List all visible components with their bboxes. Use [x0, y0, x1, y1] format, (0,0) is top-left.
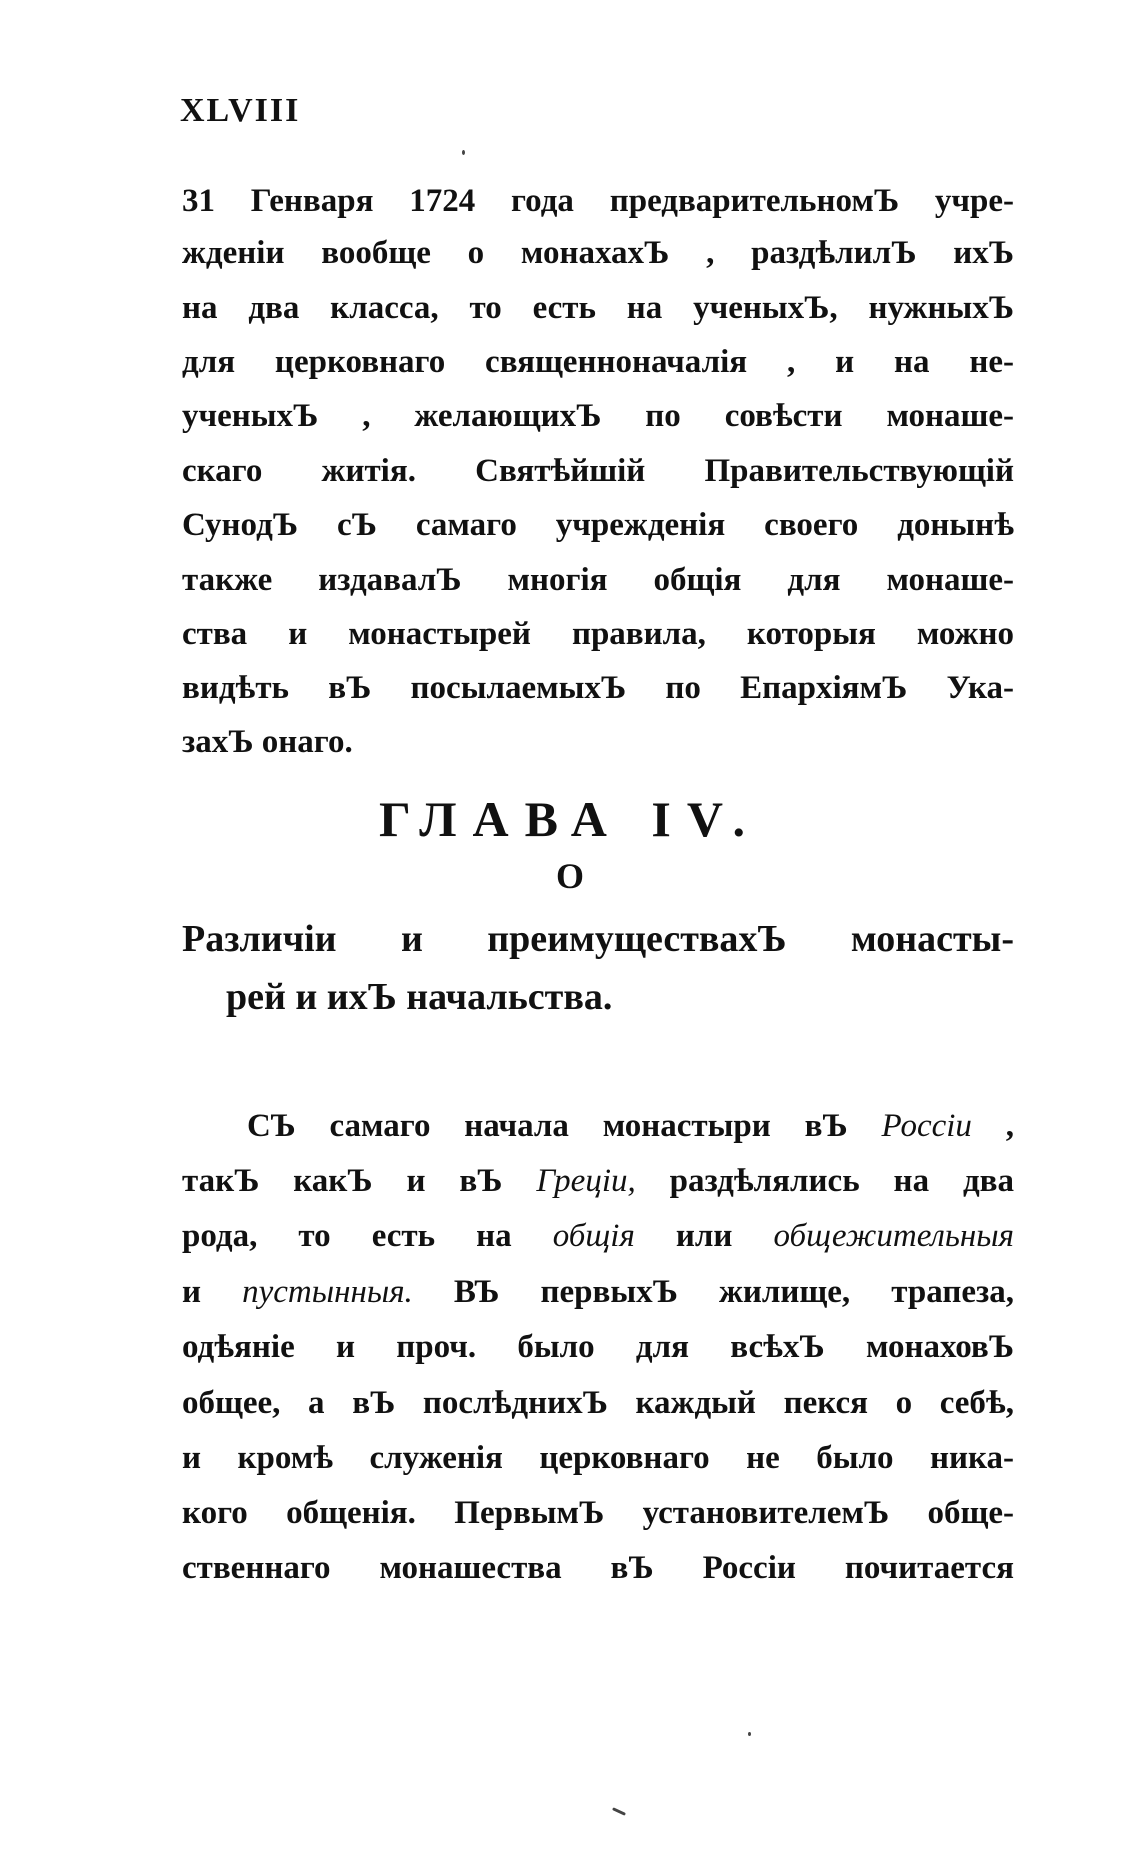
- text-span: ,: [971, 1108, 1014, 1144]
- italic-text: пустынныя.: [242, 1274, 413, 1310]
- text-span: и: [182, 1274, 243, 1310]
- text-span: или: [634, 1218, 774, 1254]
- text-line: и кромѣ служенія церковнаго не было ника-: [182, 1440, 1014, 1476]
- italic-text: Греціи,: [536, 1163, 636, 1199]
- text-line: захЪ онаго.: [182, 724, 353, 760]
- text-line: видѣть вЪ посылаемыхЪ по ЕпархіямЪ Ука-: [182, 670, 1014, 706]
- text-line: для церковнаго священноначалія , и на не-: [182, 344, 1014, 380]
- text-span: СЪ самаго начала монастыри вЪ: [247, 1108, 882, 1144]
- italic-text: общежительныя: [773, 1218, 1014, 1254]
- text-line: жденіи вообще о монахахЪ , раздѣлилЪ ихЪ: [182, 235, 1014, 271]
- text-line: кого общенія. ПервымЪ установителемЪ обще-: [182, 1495, 1014, 1531]
- scan-speck: [748, 1732, 751, 1736]
- text-line: ученыхЪ , желающихЪ по совѣсти монаше-: [182, 398, 1014, 434]
- text-line: общее, а вЪ послѣднихЪ каждый пекся о себѣ,: [182, 1385, 1014, 1421]
- text-line: СунодЪ сЪ самаго учрежденія своего донынѣ: [182, 507, 1014, 543]
- text-line: 31 Генваря 1724 года предварительномЪ учре-: [182, 183, 1014, 219]
- text-line: ственнаго монашества вЪ Россіи почитается: [182, 1550, 1014, 1586]
- text-line: на два класса, то есть на ученыхЪ, нужныхЪ: [182, 290, 1014, 326]
- text-span: такЪ какЪ и вЪ: [182, 1163, 537, 1199]
- chapter-subtitle-line: рей и ихЪ начальства.: [226, 976, 613, 1018]
- text-line: [182, 1220, 1014, 1253]
- scan-speck: [612, 1807, 626, 1816]
- italic-text: общія: [552, 1218, 635, 1254]
- page-number: XLVIII: [180, 92, 301, 129]
- text-line: [247, 1110, 1014, 1143]
- text-span: ВЪ первыхЪ жилище, трапеза,: [412, 1274, 1014, 1310]
- text-line: скаго житія. Святѣйшій Правительствующій: [182, 453, 1014, 489]
- text-span: рода, то есть на: [182, 1218, 553, 1254]
- chapter-preposition: О: [555, 856, 584, 896]
- text-line: [182, 1276, 1014, 1309]
- text-line: ства и монастырей правила, которыя можно: [182, 616, 1014, 652]
- text-line: одѣяніе и проч. было для всѣхЪ монаховЪ: [182, 1329, 1014, 1365]
- text-line: также издавалЪ многія общія для монаше-: [182, 562, 1014, 598]
- text-span: раздѣлялись на два: [635, 1163, 1014, 1199]
- text-line: [182, 1165, 1014, 1198]
- italic-text: Россіи: [881, 1108, 972, 1144]
- scan-speck: [462, 150, 465, 155]
- chapter-heading: ГЛАВА IV.: [378, 791, 762, 847]
- chapter-subtitle-line: Различіи и преимуществахЪ монасты-: [182, 918, 1014, 960]
